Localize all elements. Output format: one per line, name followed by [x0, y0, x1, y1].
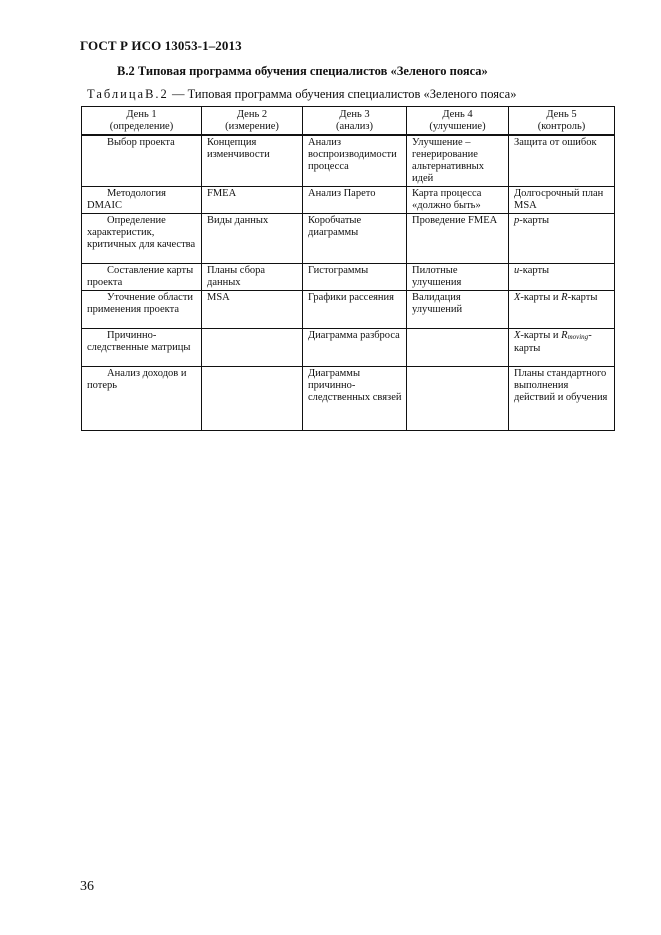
table-cell: Выбор проекта [82, 135, 202, 187]
header-day-label: День 5 [546, 109, 577, 120]
table-cell: Карта процесса «должно быть» [407, 187, 509, 214]
table-cell [202, 367, 303, 431]
table-cell: Методология DMAIC [82, 187, 202, 214]
table-row [82, 367, 615, 431]
table-cell: MSA [202, 291, 303, 329]
r-chart-label: -карты [567, 292, 598, 303]
table-cell: Проведение FMEA [407, 214, 509, 264]
x-chart-letter: X [514, 292, 521, 303]
u-chart-letter: u [514, 265, 520, 276]
table-cell: Концепция изменчивости [202, 135, 303, 187]
table-row [82, 214, 615, 264]
table-cell: Диаграмма разброса [303, 329, 407, 367]
header-day-1 [82, 107, 202, 136]
table-cell: Причинно-следственные матрицы [82, 329, 202, 367]
table-cell: Улучшение – генерирование альтернативных идей [407, 135, 509, 187]
header-day-label: День 4 [442, 109, 473, 120]
table-cell [509, 214, 615, 264]
r-chart-letter: R [561, 292, 568, 303]
table-cell [407, 367, 509, 431]
table-row [82, 264, 615, 291]
table-cell: Планы стандартного выполнения действий и обучения [509, 367, 615, 431]
page-number: 36 [80, 879, 94, 894]
moving-subscript: moving [567, 333, 589, 341]
header-phase-label: (улучшение) [429, 121, 486, 132]
r-moving-chart-label: -карты [514, 330, 592, 354]
table-caption-label: ТаблицаВ.2 [87, 87, 169, 101]
table-cell: Коробчатые диаграммы [303, 214, 407, 264]
table-caption-text: — Типовая программа обучения специалистов «Зеленого пояса» [168, 87, 517, 101]
table-cell: Планы сбора данных [202, 264, 303, 291]
header-phase-label: (анализ) [335, 121, 374, 132]
x-chart-letter: X [514, 330, 521, 341]
table-caption [87, 87, 516, 102]
header-day-4 [407, 107, 509, 136]
header-day-2 [202, 107, 303, 136]
table-cell: Диаграммы причинно-следственных связей [303, 367, 407, 431]
header-day-label: День 3 [339, 109, 370, 120]
header-phase-label: (измерение) [225, 121, 279, 132]
table-cell: Анализ Парето [303, 187, 407, 214]
table-row [82, 135, 615, 187]
header-day-label: День 2 [236, 109, 268, 120]
table-cell: Защита от ошибок [509, 135, 615, 187]
table-cell [202, 329, 303, 367]
x-chart-label: -карты и [520, 330, 562, 341]
table-cell: Составление карты проекта [82, 264, 202, 291]
table-cell: Уточнение области применения проекта [82, 291, 202, 329]
table-row [82, 291, 615, 329]
header-day-5 [509, 107, 615, 136]
table-cell: Определение характеристик, критичных для качества [82, 214, 202, 264]
p-chart-letter: p [514, 215, 520, 226]
table-cell: Долгосрочный план MSA [509, 187, 615, 214]
p-chart-label: -карты [519, 215, 550, 226]
header-phase-label: (контроль) [537, 121, 586, 132]
r-chart-letter: R [561, 330, 568, 341]
document-header: ГОСТ Р ИСО 13053-1–2013 [80, 38, 242, 53]
table-cell: Виды данных [202, 214, 303, 264]
table-cell [407, 329, 509, 367]
header-phase-label: (определение) [109, 121, 174, 132]
table-row [82, 187, 615, 214]
table-cell: Валидация улучшений [407, 291, 509, 329]
table-cell: Анализ воспроизводимости процесса [303, 135, 407, 187]
header-day-3 [303, 107, 407, 136]
u-chart-label: -карты [519, 265, 550, 276]
section-title: В.2 Типовая программа обучения специалистов «Зеленого пояса» [117, 64, 488, 78]
table-cell: Гистограммы [303, 264, 407, 291]
table-cell [509, 264, 615, 291]
table-cell: FMEA [202, 187, 303, 214]
table-header-row [82, 107, 615, 136]
table-cell: Анализ доходов и потерь [82, 367, 202, 431]
training-program-table [81, 106, 615, 431]
table-cell: Графики рассеяния [303, 291, 407, 329]
header-day-label: День 1 [126, 109, 157, 120]
table-row [82, 329, 615, 367]
x-chart-label: -карты и [520, 292, 562, 303]
table-cell [509, 329, 615, 367]
table-cell: Пилотные улучшения [407, 264, 509, 291]
table-cell [509, 291, 615, 329]
